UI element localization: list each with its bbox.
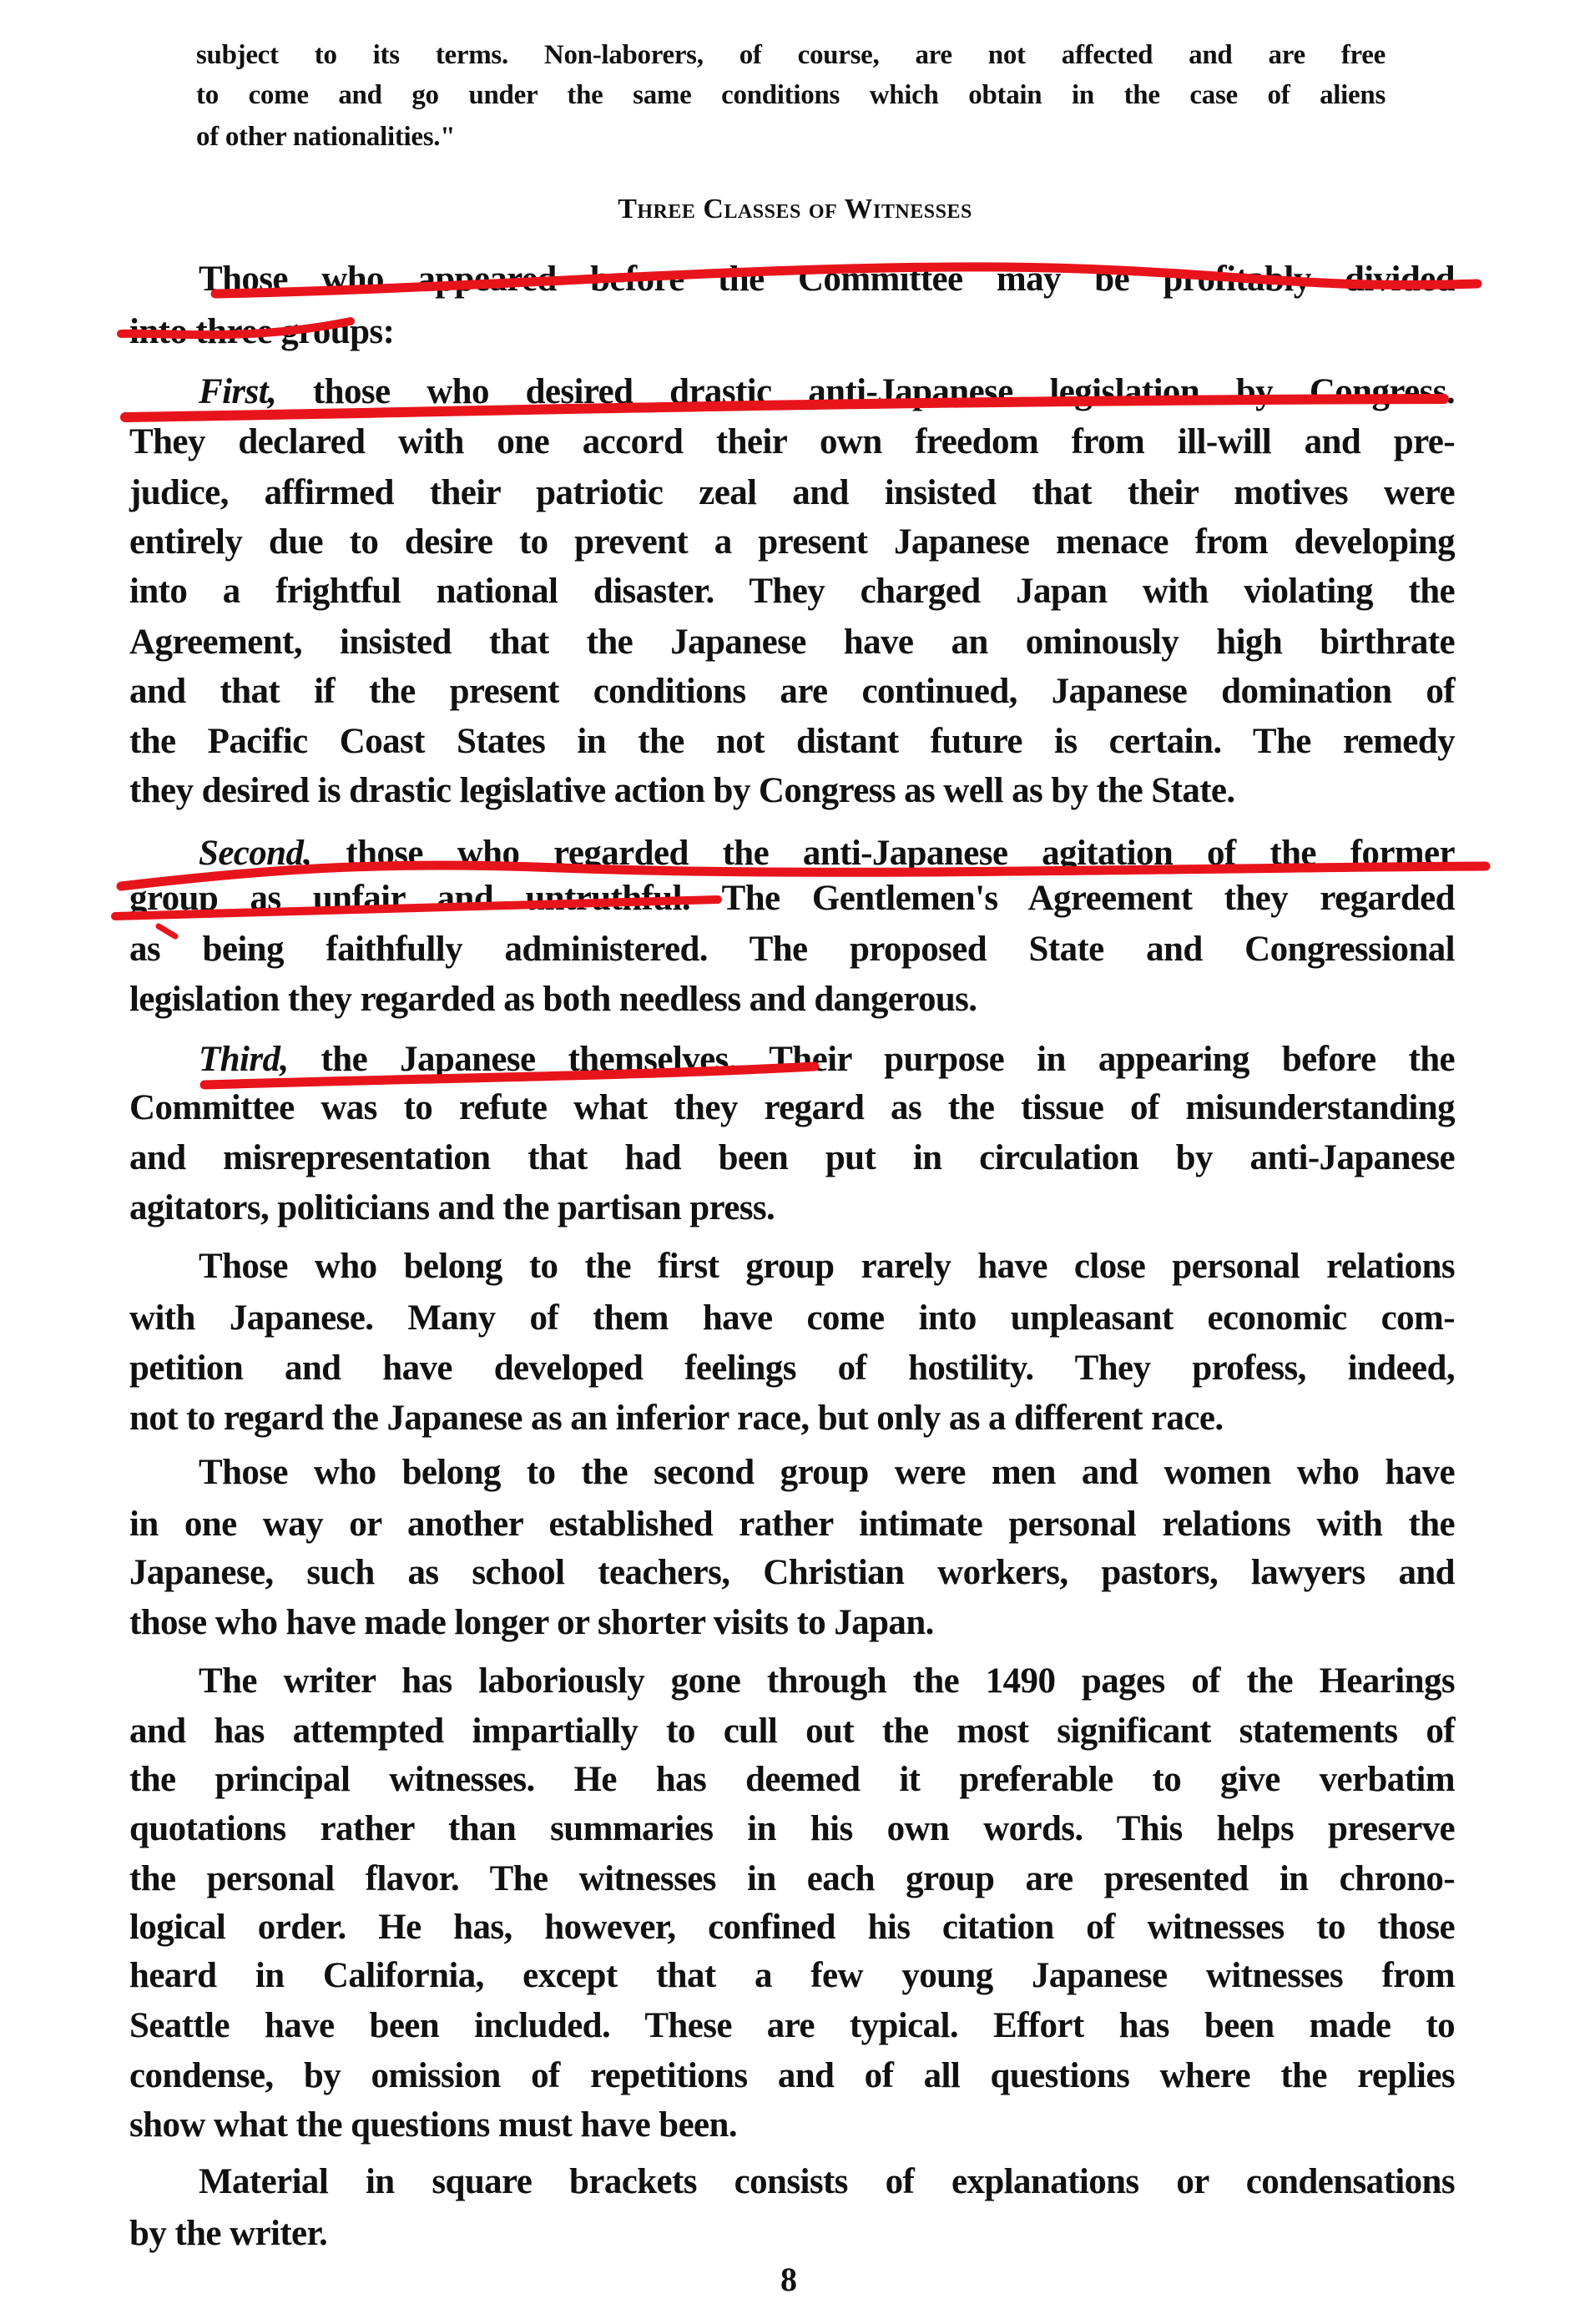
lead-word-third: Third,: [199, 1040, 289, 1079]
body-line-text: those who regarded the anti-Japanese agitation of the former: [311, 834, 1455, 873]
body-line: not to regard the Japanese as an inferior race, but only as a different race.: [129, 1399, 1224, 1438]
body-line: the Pacific Coast States in the not distant future is certain. The remedy: [129, 722, 1455, 761]
body-line: [199, 371, 1455, 413]
body-line: with Japanese. Many of them have come into unpleasant economic com-: [129, 1298, 1455, 1338]
body-line: logical order. He has, however, confined his citation of witnesses to those: [129, 1908, 1455, 1947]
body-line: legislation they regarded as both needless and dangerous.: [129, 980, 977, 1019]
body-line: the principal witnesses. He has deemed it preferable to give verbatim: [129, 1760, 1455, 1799]
quote-line: of other nationalities.": [196, 122, 456, 152]
body-line: petition and have developed feelings of hostility. They profess, indeed,: [129, 1349, 1455, 1388]
body-line: they desired is drastic legislative action by Congress as well as by the State.: [129, 771, 1235, 810]
body-line: heard in California, except that a few young Japanese witnesses from: [129, 1956, 1455, 1995]
body-line-text: those who desired drastic anti-Japanese legislation by Congress.: [276, 372, 1455, 411]
body-line: entirely due to desire to prevent a present Japanese menace from developing: [129, 522, 1455, 562]
body-line: Seattle have been included. These are typical. Effort has been made to: [129, 2006, 1455, 2045]
body-line: Material in square brackets consists of explanations or condensations: [199, 2162, 1455, 2201]
body-line: Those who belong to the first group rarely have close personal relations: [199, 1247, 1455, 1286]
body-line-text: the Japanese themselves. Their purpose in appearing before the: [288, 1040, 1455, 1079]
body-line: judice, affirmed their patriotic zeal and insisted that their motives were: [129, 473, 1455, 512]
body-line: [199, 833, 1455, 875]
quote-line: subject to its terms. Non-laborers, of course, are not affected and are free: [196, 40, 1386, 70]
body-line: by the writer.: [129, 2214, 328, 2253]
lead-word-second: Second,: [199, 834, 312, 873]
body-line: [199, 1039, 1455, 1081]
lead-word-first: First,: [199, 372, 277, 411]
page-number: 8: [780, 2261, 797, 2298]
body-line: condense, by omission of repetitions and of all questions where the replies: [129, 2056, 1455, 2095]
body-line: and misrepresentation that had been put in circulation by anti-Japanese: [129, 1138, 1455, 1177]
body-line: into three groups:: [129, 312, 395, 351]
body-line: Committee was to refute what they regard as the tissue of misunderstanding: [129, 1088, 1455, 1127]
section-heading: Three Classes of Witnesses: [618, 194, 972, 224]
body-line: in one way or another established rather intimate personal relations with the: [129, 1505, 1455, 1544]
body-line: agitators, politicians and the partisan press.: [129, 1188, 775, 1228]
body-line: They declared with one accord their own freedom from ill-will and pre-: [129, 422, 1455, 461]
body-line: show what the questions must have been.: [129, 2105, 738, 2145]
body-line: into a frightful national disaster. They charged Japan with violating the: [129, 572, 1455, 611]
body-line: as being faithfully administered. The proposed State and Congressional: [129, 930, 1455, 969]
body-line: The writer has laboriously gone through the 1490 pages of the Hearings: [199, 1661, 1455, 1701]
body-line: group as unfair and untruthful. The Gentlemen's Agreement they regarded: [129, 879, 1455, 918]
body-line: the personal flavor. The witnesses in each group are presented in chrono-: [129, 1859, 1455, 1898]
body-line: quotations rather than summaries in his own words. This helps preserve: [129, 1809, 1455, 1848]
body-line: and has attempted impartially to cull out the most significant statements of: [129, 1711, 1455, 1751]
body-line: Agreement, insisted that the Japanese have an ominously high birthrate: [129, 623, 1455, 662]
body-line: Those who appeared before the Committee may be profitably divided: [199, 260, 1455, 299]
body-line: those who have made longer or shorter visits to Japan.: [129, 1603, 934, 1642]
body-line: Those who belong to the second group were men and women who have: [199, 1453, 1455, 1492]
quote-line: to come and go under the same conditions which obtain in the case of aliens: [196, 80, 1386, 110]
body-line: Japanese, such as school teachers, Christian workers, pastors, lawyers and: [129, 1553, 1455, 1592]
body-line: and that if the present conditions are continued, Japanese domination of: [129, 672, 1455, 711]
